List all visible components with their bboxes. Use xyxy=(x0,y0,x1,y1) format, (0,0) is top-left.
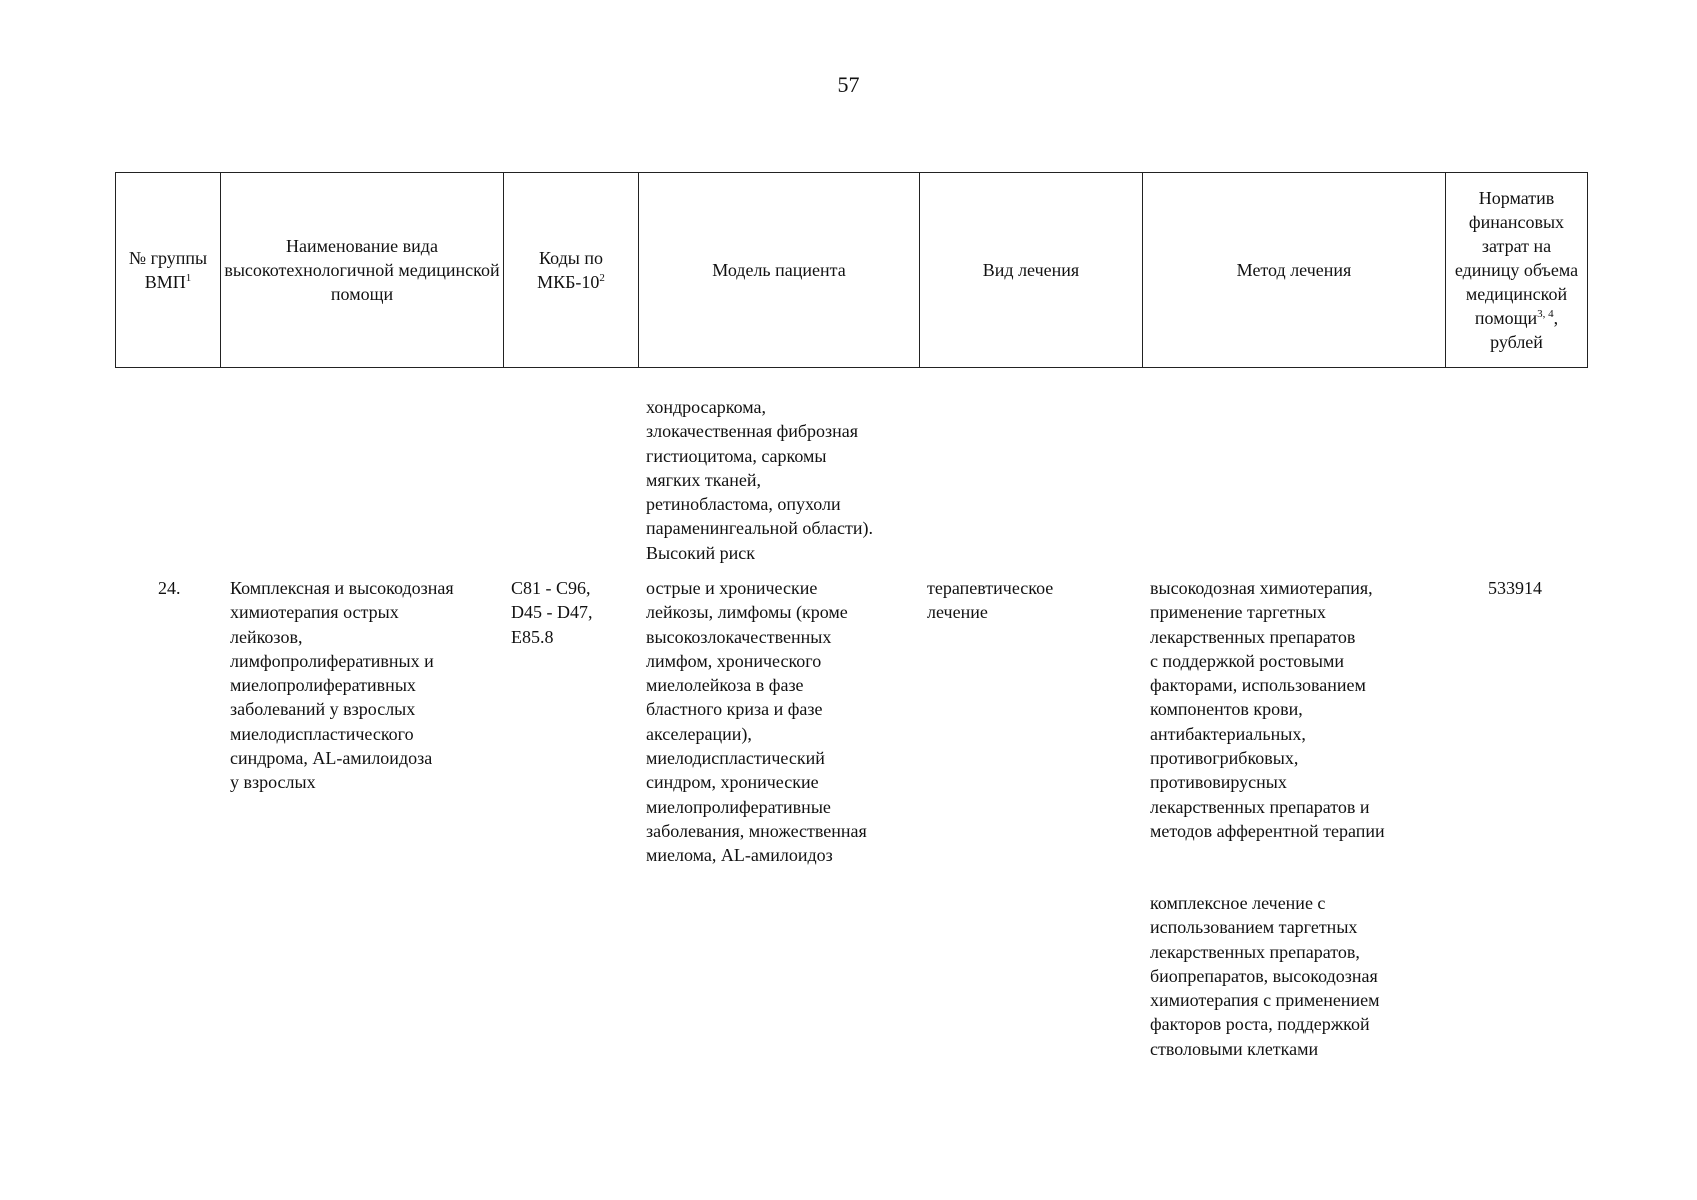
row-model: острые и хронические лейкозы, лимфомы (кроме высокозлокачественных лимфом, хронического миелолейкоза в фазе бластного криза и фазе акселерации), миелодиспластический синдром, хронические миелопролиферативные заболевания, множественная миелома, AL-амилоидоз xyxy=(646,578,867,866)
header-model: Модель пациента xyxy=(639,173,920,368)
header-cost: Норматив финансовых затрат на единицу объема медицинской помощи$^{3, 4}$, рублей xyxy=(1446,173,1588,368)
header-treatment-type: Вид лечения xyxy=(920,173,1143,368)
header-method: Метод лечения xyxy=(1143,173,1446,368)
table-header xyxy=(115,172,1588,368)
header-name: Наименование вида высокотехнологичной медицинской помощи xyxy=(221,173,504,368)
row-codes: C81 - C96, D45 - D47, E85.8 xyxy=(511,578,593,647)
row-method-1: высокодозная химиотерапия, применение таргетных лекарственных препаратов с поддержкой ростовыми факторами, использованием компонентов крови, антибактериальных, противогрибковых, противовирусных лекарственных препаратов и методов афферентной терапии xyxy=(1150,578,1385,841)
continuation-model: хондросаркома, злокачественная фиброзная гистиоцитома, саркомы мягких тканей, ретинобластома, опухоли параменингеальной области). Высокий риск xyxy=(646,397,874,563)
row-method-2: комплексное лечение с использованием таргетных лекарственных препаратов, биопрепаратов, высокодозная химиотерапия с применением факторов роста, поддержкой стволовыми клетками xyxy=(1150,893,1380,1059)
header-group-number: № группы ВМП$^1$ xyxy=(116,173,221,368)
row-cost: 533914 xyxy=(1488,578,1542,598)
page-number: 57 xyxy=(837,72,860,97)
row-name: Комплексная и высокодозная химиотерапия острых лейкозов, лимфопролиферативных и миелопролиферативных заболеваний у взрослых миелодиспластического синдрома, AL-амилоидоза у взрослых xyxy=(230,578,454,793)
row-number: 24. xyxy=(158,578,181,598)
row-treatment-type: терапевтическое лечение xyxy=(927,578,1054,623)
header-codes: Коды по МКБ-$10^2$ xyxy=(504,173,639,368)
